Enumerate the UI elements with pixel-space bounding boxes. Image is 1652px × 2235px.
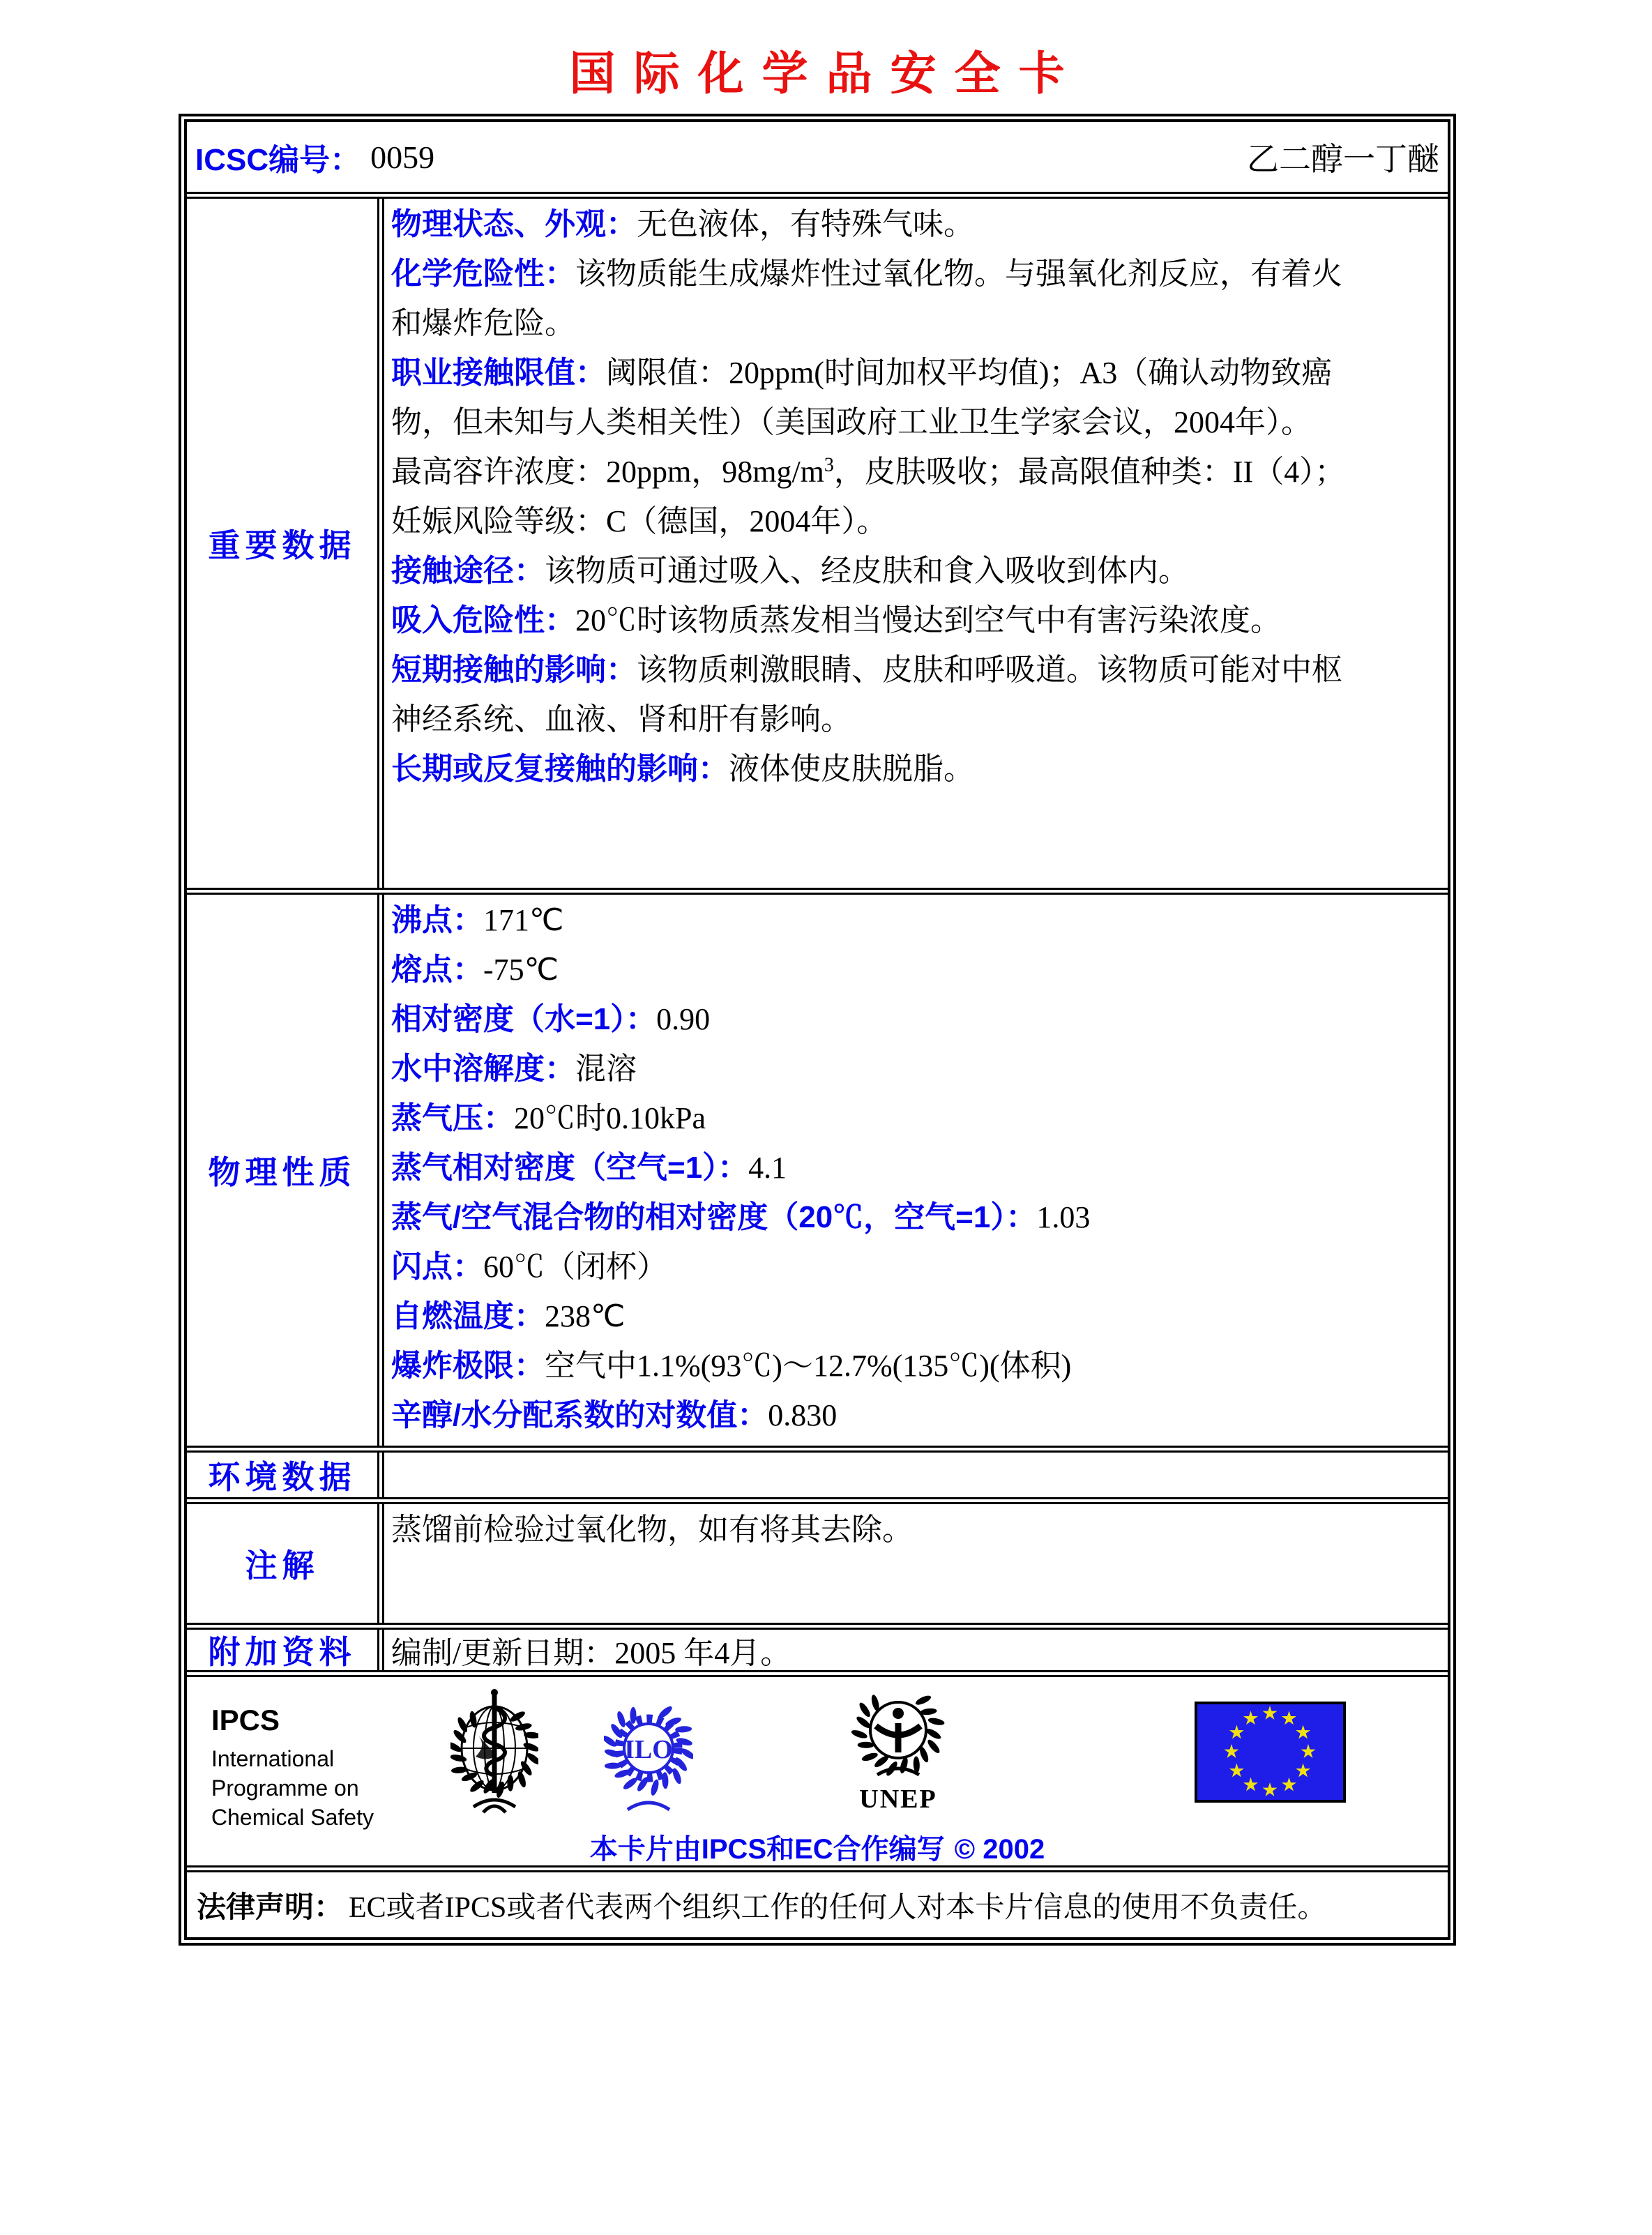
ipcs-subtitle-line: Chemical Safety [211,1805,374,1830]
text-line: 短期接触的影响：该物质刺激眼睛、皮肤和呼吸道。该物质可能对中枢 [391,653,1342,687]
important-data-content [384,199,1448,888]
text-line: 编制/更新日期：2005 年4月。 [391,1636,791,1670]
important-data-label: 重要数据 [187,199,384,888]
important-data-row [187,199,1448,895]
unep-logo-icon [846,1683,950,1814]
card-caption [187,1827,1448,1867]
legal-notice-row [187,1872,1448,1937]
text-line: 物理状态、外观：无色液体，有特殊气味。 [391,207,974,241]
additional-info-row [187,1630,1448,1677]
legal-notice-label: 法律声明： [197,1890,344,1923]
notes-row [187,1504,1448,1630]
unep-letters: UNEP [859,1785,937,1814]
text-line: 蒸馏前检验过氧化物，如有将其去除。 [391,1513,913,1547]
text-line: 辛醇/水分配系数的对数值：0.830 [391,1398,838,1432]
text-line: 物，但未知与人类相关性）（美国政府工业卫生学家会议，2004年）。 [391,405,1312,439]
ilo-letters: ILO [624,1735,673,1764]
text-line: 最高容许浓度：20ppm，$98mg/m^3$，皮肤吸收；最高限值种类：II（4）； [391,454,1346,489]
caption-text: 本卡片由IPCS和EC合作编写 [589,1834,945,1865]
eu-flag-icon [1195,1702,1346,1806]
text-line: 化学危险性：该物质能生成爆炸性过氧化物。与强氧化剂反应，有着火 [391,257,1342,291]
text-line: 水中溶解度：混溶 [391,1052,637,1086]
notes-content [384,1504,1448,1623]
additional-info-label: 附加资料 [187,1630,384,1670]
chemical-name: 乙二醇一丁醚 [1247,142,1439,177]
ipcs-subtitle-line: Programme on [211,1775,359,1801]
icsc-number-value: 0059 [370,139,435,175]
who-logo-icon [450,1687,538,1821]
text-line: 蒸气/空气混合物的相对密度（20℃，空气=1）：1.03 [391,1200,1091,1234]
text-line: 闪点：60℃（闭杯） [391,1250,667,1284]
icsc-number-group [195,135,434,179]
safety-card-table [179,114,1456,1946]
text-line: 妊娠风险等级：C（德国，2004年）。 [391,504,888,538]
physical-properties-content [384,895,1448,1446]
text-line: 爆炸极限：空气中1.1%(93℃)～12.7%(135℃)(体积) [391,1349,1072,1383]
text-line: 蒸气相对密度（空气=1）：4.1 [391,1151,787,1185]
text-line: 熔点：-75℃ [391,953,559,987]
text-line: 神经系统、血液、肾和肝有影响。 [391,702,851,736]
text-line: 职业接触限值：阈限值：20ppm(时间加权平均值)；A3（确认动物致癌 [391,356,1333,390]
text-line: 和爆炸危险。 [391,306,575,340]
legal-notice-text: EC或者IPCS或者代表两个组织工作的任何人对本卡片信息的使用不负责任。 [349,1891,1327,1924]
icsc-number-label: ICSC编号： [195,143,361,177]
physical-properties-row [187,895,1448,1453]
additional-info-content [384,1630,1448,1670]
notes-label: 注解 [187,1504,384,1623]
environmental-data-content [384,1453,1448,1497]
environmental-data-row [187,1453,1448,1504]
text-line: 蒸气压：20℃时0.10kPa [391,1101,706,1135]
text-line: 长期或反复接触的影响：液体使皮肤脱脂。 [391,752,974,786]
copyright-text: © 2002 [954,1834,1045,1865]
text-line: 相对密度（水=1）：0.90 [391,1002,711,1036]
ipcs-subtitle-line: International [211,1746,335,1771]
physical-properties-label: 物理性质 [187,895,384,1446]
header-row [187,122,1448,199]
ipcs-text-block [211,1704,374,1832]
logos-row [187,1677,1448,1872]
ilo-logo-icon [604,1692,693,1819]
text-line: 自燃温度：238℃ [391,1299,626,1333]
text-line: 沸点：171℃ [391,903,564,937]
environmental-data-label: 环境数据 [187,1453,384,1497]
page-title: 国际化学品安全卡 [569,46,1083,100]
ipcs-acronym: IPCS [211,1704,280,1736]
text-line: 吸入危险性：20℃时该物质蒸发相当慢达到空气中有害污染浓度。 [391,603,1281,637]
text-line: 接触途径：该物质可通过吸入、经皮肤和食入吸收到体内。 [391,554,1189,588]
